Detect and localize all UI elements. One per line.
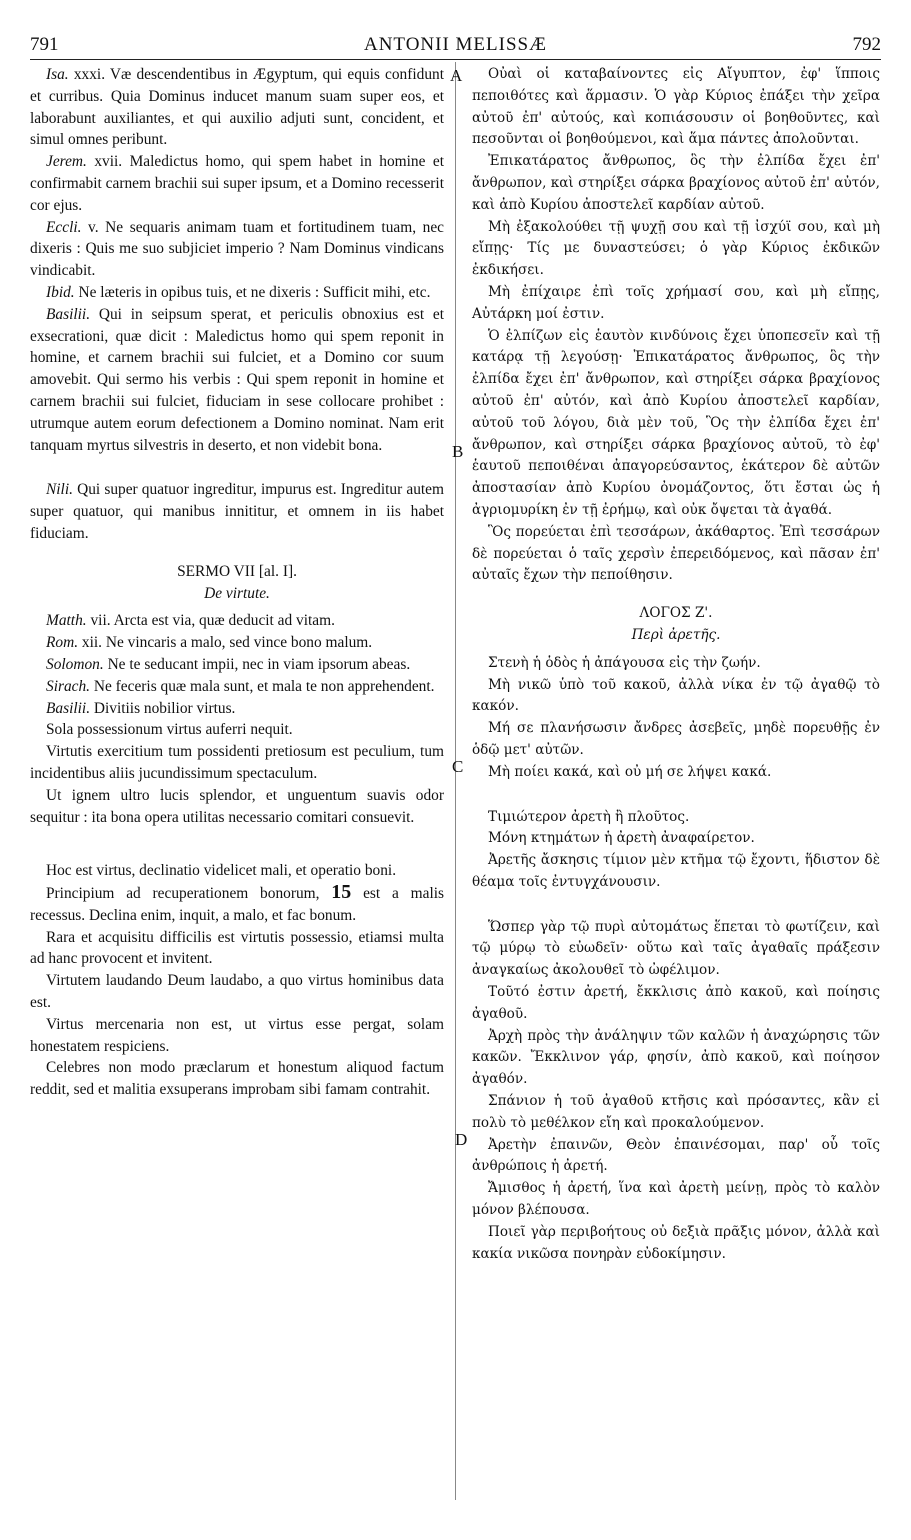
latin-paragraph: Sirach. Ne feceris quæ mala sunt, et mala te non apprehendent.: [46, 677, 435, 695]
greek-paragraph: Στενὴ ἡ ὁδὸς ἡ ἀπάγουσα εἰς τὴν ζωήν.: [488, 654, 761, 671]
latin-paragraph: Hoc est virtus, declinatio videlicet mali, et operatio boni.: [46, 862, 397, 880]
source-ref: Matth.: [46, 612, 87, 630]
latin-paragraph: Isa. xxxi. Væ descendentibus in Ægyptum, qui equis confidunt et curribus. Quia Dominus inducet manum suam super eos, et laborabunt auxiliantes, et qui auxilio adjuti sunt, concident, et simul omnes peribunt.: [30, 66, 444, 149]
greek-paragraph: Ποιεῖ γὰρ περιβοήτους οὐ δεξιὰ πρᾶξις μόνον, ἀλλὰ καὶ κακία νικῶσα πονηρὰν εὐδοκίμησιν.: [472, 1223, 880, 1262]
sermo-heading: SERMO VII [al. I].: [177, 562, 297, 580]
greek-paragraph: Τοῦτό ἐστιν ἀρετή, ἔκκλισις ἀπὸ κακοῦ, καὶ ποίησις ἀγαθοῦ.: [472, 984, 880, 1022]
source-ref: Rom.: [46, 634, 79, 652]
latin-paragraph: Solomon. Ne te seducant impii, nec in viam ipsorum abeas.: [46, 655, 411, 673]
greek-column: [472, 64, 880, 1265]
logos-heading: ΛΟΓΟΣ Ζ'.: [639, 605, 713, 622]
latin-paragraph: Nili. Qui super quatuor ingreditur, impurus est. Ingreditur autem super quatuor, qui manibus innititur, et omnem in iis habet fiduciam.: [30, 481, 444, 542]
source-ref: Jerem.: [46, 153, 87, 171]
latin-paragraph: Virtus mercenaria non est, ut virtus esse pergat, solam honestatem respiciens.: [30, 1015, 444, 1055]
greek-paragraph: Μόνη κτημάτων ἡ ἀρετὴ ἀναφαίρετον.: [488, 830, 755, 847]
page-number-left: 791: [30, 34, 59, 55]
margin-letter-c: C: [452, 757, 464, 776]
latin-paragraph: Sola possessionum virtus auferri nequit.: [46, 721, 293, 739]
latin-paragraph: Matth. vii. Arcta est via, quæ deducit ad vitam.: [46, 612, 335, 630]
source-ref: Isa.: [46, 66, 69, 83]
latin-column: [30, 64, 444, 1101]
greek-paragraph: Ἐπικατάρατος ἄνθρωπος, ὃς τὴν ἐλπίδα ἔχει ἐπ' ἄνθρωπον, καὶ στηρίξει σάρκα βραχίονος αὐτοῦ ἐπ' αὐτόν, καὶ ἀπὸ Κυρίου ἀποστελεῖ καρδίαν αὐτοῦ.: [472, 153, 880, 213]
greek-paragraph: Μὴ ποίει κακά, καὶ οὐ μή σε λήψει κακά.: [488, 763, 772, 780]
source-ref: Ibid.: [46, 283, 75, 301]
latin-paragraph: Jerem. xvii. Maledictus homo, qui spem habet in homine et confirmabit carnem brachii sui super ipsum, et a Domino recesserit cor ejus.: [30, 153, 444, 214]
source-ref: Basilii.: [46, 699, 91, 717]
source-ref: Eccli.: [46, 218, 82, 236]
latin-paragraph: Virtutis exercitium tum possidenti pretiosum est peculium, tum incidentibus aliis jucundissimum spectaculum.: [30, 743, 444, 782]
greek-paragraph: Ὁ ἐλπίζων εἰς ἑαυτὸν κινδύνοις ἔχει ὑποπεσεῖν καὶ τῇ κατάρᾳ τῇ λεγούσῃ· Ἐπικατάρατος ἄνθρωπος, ὃς τὴν ἐλπίδα ἔχει ἐπ' ἄνθρωπον, καὶ στηρίξει σάρκα βραχίονος αὐτοῦ ἐπ' αὐτόν, καὶ ἀπὸ Κυρίου ἀποστελεῖ καρδίαν, αὐτοῦ τοῦ λόγου, διὰ μὲν τοῦ, Ὃς τὴν ἐλπίδα ἔχει ἐπ' ἄνθρωπον, καὶ στηρίξει σάρκα βραχίονος αὐτοῦ, τὸ ἐφ' ἑαυτοῦ πεποιθέναι ἀπαγορεύσαντος, ἑκάτερον δὲ αὐτῶν ἀποστασίαν ἀπὸ Κυρίου ὀνομάζοντος, ὅτι ἔσται ὡς ἡ ἀγριομυρίκη ἐν τῇ ἐρήμῳ, καὶ οὐκ ὄψεται τὰ ἀγαθά.: [472, 327, 880, 518]
greek-paragraph: Ὃς πορεύεται ἐπὶ τεσσάρων, ἀκάθαρτος. Ἐπὶ τεσσάρων δὲ πορεύεται ὁ ταῖς χερσὶν ἐπερειδόμενος, καὶ πᾶσαν ἐπ' αὐταῖς ἔχων τὴν πεποίθησιν.: [472, 523, 880, 584]
greek-paragraph: Ἄμισθος ἡ ἀρετή, ἵνα καὶ ἀρετὴ μείνῃ, πρὸς τὸ καλὸν μόνον βλέπουσα.: [472, 1180, 880, 1219]
section-number: 15: [331, 881, 352, 904]
greek-paragraph: Μή σε πλανήσωσιν ἄνδρες ἀσεβεῖς, μηδὲ πορευθῇς ἐν ὁδῷ μετ' αὐτῶν.: [472, 720, 880, 758]
margin-letter-b: B: [452, 442, 464, 461]
sermo-subheading: De virtute.: [204, 584, 270, 602]
greek-paragraph: Ἀρετῆς ἄσκησις τίμιον μὲν κτῆμα τῷ ἔχοντι, ἥδιστον δὲ θέαμα τοῖς ἐντυγχάνουσιν.: [472, 852, 880, 890]
latin-paragraph: Basilii. Divitiis nobilior virtus.: [46, 699, 236, 717]
latin-paragraph: Virtutem laudando Deum laudabo, a quo virtus hominibus data est.: [30, 972, 444, 1012]
header-rule: [30, 59, 881, 60]
source-ref: Basilii.: [46, 305, 91, 323]
greek-paragraph: Ἀρχὴ πρὸς τὴν ἀνάληψιν τῶν καλῶν ἡ ἀναχώρησις τῶν κακῶν. Ἔκκλινον γάρ, φησίν, ἀπὸ κακοῦ, καὶ ποίησον ἀγαθόν.: [472, 1027, 880, 1088]
page-number-right: 792: [852, 34, 881, 55]
greek-paragraph: Τιμιώτερον ἀρετὴ ἢ πλοῦτος.: [488, 808, 690, 825]
greek-paragraph: Μὴ ἐξακολούθει τῇ ψυχῇ σου καὶ τῇ ἰσχύϊ σου, καὶ μὴ εἴπῃς· Τίς με δυναστεύσει; ὁ γὰρ Κύριος ἐκδικῶν ἐκδικήσει.: [472, 218, 880, 279]
source-ref: Sirach.: [46, 677, 91, 695]
greek-paragraph: Μὴ νικῶ ὑπὸ τοῦ κακοῦ, ἀλλὰ νίκα ἐν τῷ ἀγαθῷ τὸ κακόν.: [472, 676, 880, 715]
greek-paragraph: Σπάνιον ἡ τοῦ ἀγαθοῦ κτῆσις καὶ πρόσαντες, κἂν εἰ πολὺ τὸ μεθέλκον εἴη καὶ προκαλούμενον.: [472, 1093, 880, 1131]
source-ref: Nili.: [46, 481, 73, 499]
page-header: [30, 34, 881, 58]
source-ref: Solomon.: [46, 655, 104, 673]
latin-paragraph: Rom. xii. Ne vincaris a malo, sed vince bono malum.: [46, 634, 373, 652]
latin-paragraph: Eccli. v. Ne sequaris animam tuam et fortitudinem tuam, nec dixeris : Quis me suo subjiciet imperio ? Nam Dominus vindicans vindicabit.: [30, 218, 444, 280]
latin-paragraph: Ibid. Ne læteris in opibus tuis, et ne dixeris : Sufficit mihi, etc.: [46, 283, 431, 301]
margin-letter-a: A: [450, 66, 463, 85]
latin-paragraph: Basilii. Qui in seipsum sperat, et periculis obnoxius est et exsecrationi, quæ dicit : Maledictus homo qui spem reponit in homine, et carnem brachii sui fulciet, et a Domino cor suum amovebit. Qui sermo his verbis : Qui spem reponit in homine et carnem brachii sui fulciet, fiduciam in sese collocare prohibet : utrumque autem eorum defectionem a Domino nominat. Nam erit tanquam myrtus silvestris in deserto, et non videbit bona.: [30, 305, 444, 454]
greek-paragraph: Μὴ ἐπίχαιρε ἐπὶ τοῖς χρήμασί σου, καὶ μὴ εἴπῃς, Αὐτάρκη μοί ἐστιν.: [472, 283, 880, 322]
latin-paragraph: Celebres non modo præclarum et honestum aliquod factum reddit, sed et malitia exsuperans improbam sibi famam contrahit.: [30, 1059, 444, 1099]
latin-paragraph: Ut ignem ultro lucis splendor, et unguentum suavis odor sequitur : ita bona opera utilitas necessario comitari consuevit.: [30, 786, 444, 826]
greek-paragraph: Ὥσπερ γὰρ τῷ πυρὶ αὐτομάτως ἕπεται τὸ φωτίζειν, καὶ τῷ μύρῳ τὸ εὐωδεῖν· οὕτω καὶ ταῖς ἀγαθαῖς πράξεσιν ἀναγκαίως ἀκολουθεῖ τὸ ὠφέλιμον.: [472, 918, 880, 979]
latin-paragraph: Principium ad recuperationem bonorum, 15 est a malis recessus. Declina enim, inquit, a malo, et fac bonum.: [30, 881, 444, 924]
greek-paragraph: Ἀρετὴν ἐπαινῶν, Θεὸν ἐπαινέσομαι, παρ' οὗ τοῖς ἀνθρώποις ἡ ἀρετή.: [472, 1136, 880, 1175]
logos-subheading: Περὶ ἀρετῆς.: [631, 626, 721, 643]
margin-letter-d: D: [455, 1130, 468, 1149]
running-title: ANTONII MELISSÆ: [363, 34, 547, 55]
latin-paragraph: Rara et acquisitu difficilis est virtutis possessio, etiamsi multa ad hanc provocent et invitent.: [30, 928, 444, 968]
column-divider: [455, 62, 456, 1500]
greek-paragraph: Οὐαὶ οἱ καταβαίνοντες εἰς Αἴγυπτον, ἐφ' ἵπποις πεποιθότες καὶ ἅρμασιν. Ὁ γὰρ Κύριος ἐπάξει τὴν χεῖρα αὐτοῦ ἐπ' αὐτούς, καὶ κοπιάσουσιν οἱ βοηθοῦντες, καὶ πεσοῦνται οἱ βοηθούμενοι, καὶ ἅμα πάντες ἀπολοῦνται.: [472, 66, 880, 148]
